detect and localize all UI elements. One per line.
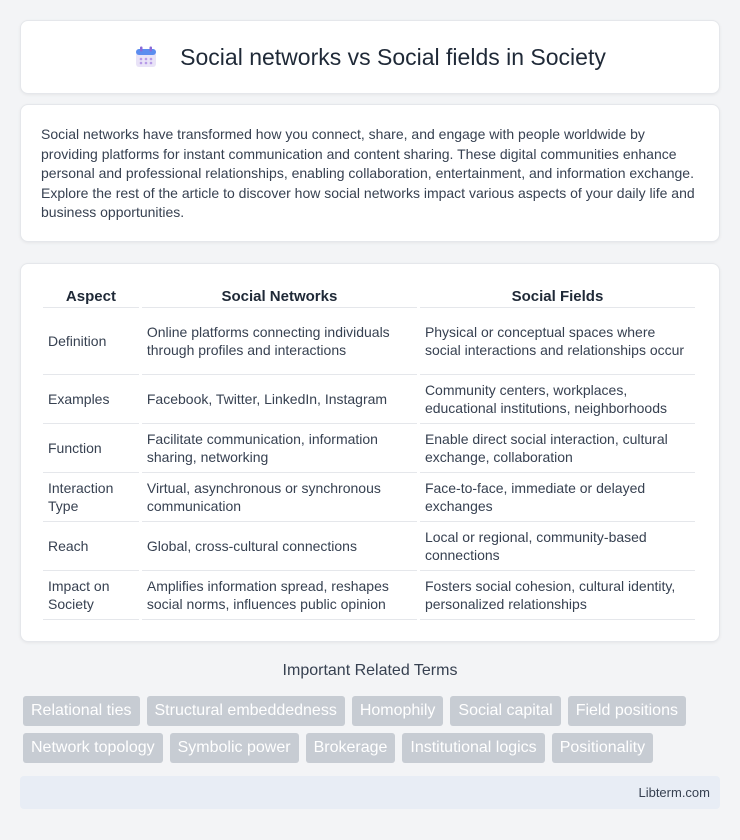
term-tag[interactable]: Homophily xyxy=(352,696,444,726)
term-tag[interactable]: Relational ties xyxy=(23,696,140,726)
table-cell: Virtual, asynchronous or synchronous communication xyxy=(142,473,417,522)
table-header-row xyxy=(43,282,695,308)
term-tag[interactable]: Symbolic power xyxy=(170,733,299,763)
table-cell: Local or regional, community-based connections xyxy=(420,522,695,571)
table-cell: Community centers, workplaces, educational institutions, neighborhoods xyxy=(420,375,695,424)
table-cell: Enable direct social interaction, cultural exchange, collaboration xyxy=(420,424,695,473)
related-terms-title: Important Related Terms xyxy=(282,662,458,679)
table-row xyxy=(43,473,695,522)
term-tag[interactable]: Network topology xyxy=(23,733,163,763)
column-header: Aspect xyxy=(43,282,139,308)
intro-text: Social networks have transformed how you connect, share, and engage with people worldwide by providing platforms for instant communication and content sharing. These digital communities enhance personal and professional relationships, enabling collaboration, entertainment, and information exchange. Explore the rest of the article to discover how social networks impact various aspects of your daily life and business opportunities. xyxy=(41,126,695,220)
comparison-table xyxy=(40,282,698,620)
table-row xyxy=(43,522,695,571)
table-cell: Facebook, Twitter, LinkedIn, Instagram xyxy=(142,375,417,424)
term-tag[interactable]: Social capital xyxy=(450,696,560,726)
table-cell: Interaction Type xyxy=(43,473,139,522)
term-tag[interactable]: Field positions xyxy=(568,696,686,726)
intro-card xyxy=(20,104,720,242)
term-tag[interactable]: Structural embeddedness xyxy=(147,696,345,726)
footer-link[interactable]: Libterm.com xyxy=(638,785,710,800)
related-terms-tags xyxy=(23,696,723,770)
table-row xyxy=(43,571,695,620)
table-cell: Global, cross-cultural connections xyxy=(142,522,417,571)
term-tag[interactable]: Positionality xyxy=(552,733,653,763)
tag-row xyxy=(23,696,723,726)
tag-row xyxy=(23,733,723,763)
term-tag[interactable]: Institutional logics xyxy=(402,733,544,763)
comparison-table-card xyxy=(20,263,720,642)
table-cell: Online platforms connecting individuals through profiles and interactions xyxy=(142,308,417,375)
table-cell: Impact on Society xyxy=(43,571,139,620)
table-cell: Fosters social cohesion, cultural identity, personalized relationships xyxy=(420,571,695,620)
column-header: Social Fields xyxy=(420,282,695,308)
table-cell: Facilitate communication, information sharing, networking xyxy=(142,424,417,473)
table-row xyxy=(43,424,695,473)
table-cell: Definition xyxy=(43,308,139,375)
header-card xyxy=(20,20,720,94)
calendar-icon xyxy=(134,45,158,69)
table-row xyxy=(43,308,695,375)
table-cell: Amplifies information spread, reshapes social norms, influences public opinion xyxy=(142,571,417,620)
column-header: Social Networks xyxy=(142,282,417,308)
term-tag[interactable]: Brokerage xyxy=(306,733,396,763)
table-cell: Face-to-face, immediate or delayed exchanges xyxy=(420,473,695,522)
table-cell: Reach xyxy=(43,522,139,571)
table-cell: Examples xyxy=(43,375,139,424)
table-row xyxy=(43,375,695,424)
footer xyxy=(20,776,720,809)
page-title: Social networks vs Social fields in Society xyxy=(180,43,606,70)
table-cell: Physical or conceptual spaces where social interactions and relationships occur xyxy=(420,308,695,375)
table-cell: Function xyxy=(43,424,139,473)
